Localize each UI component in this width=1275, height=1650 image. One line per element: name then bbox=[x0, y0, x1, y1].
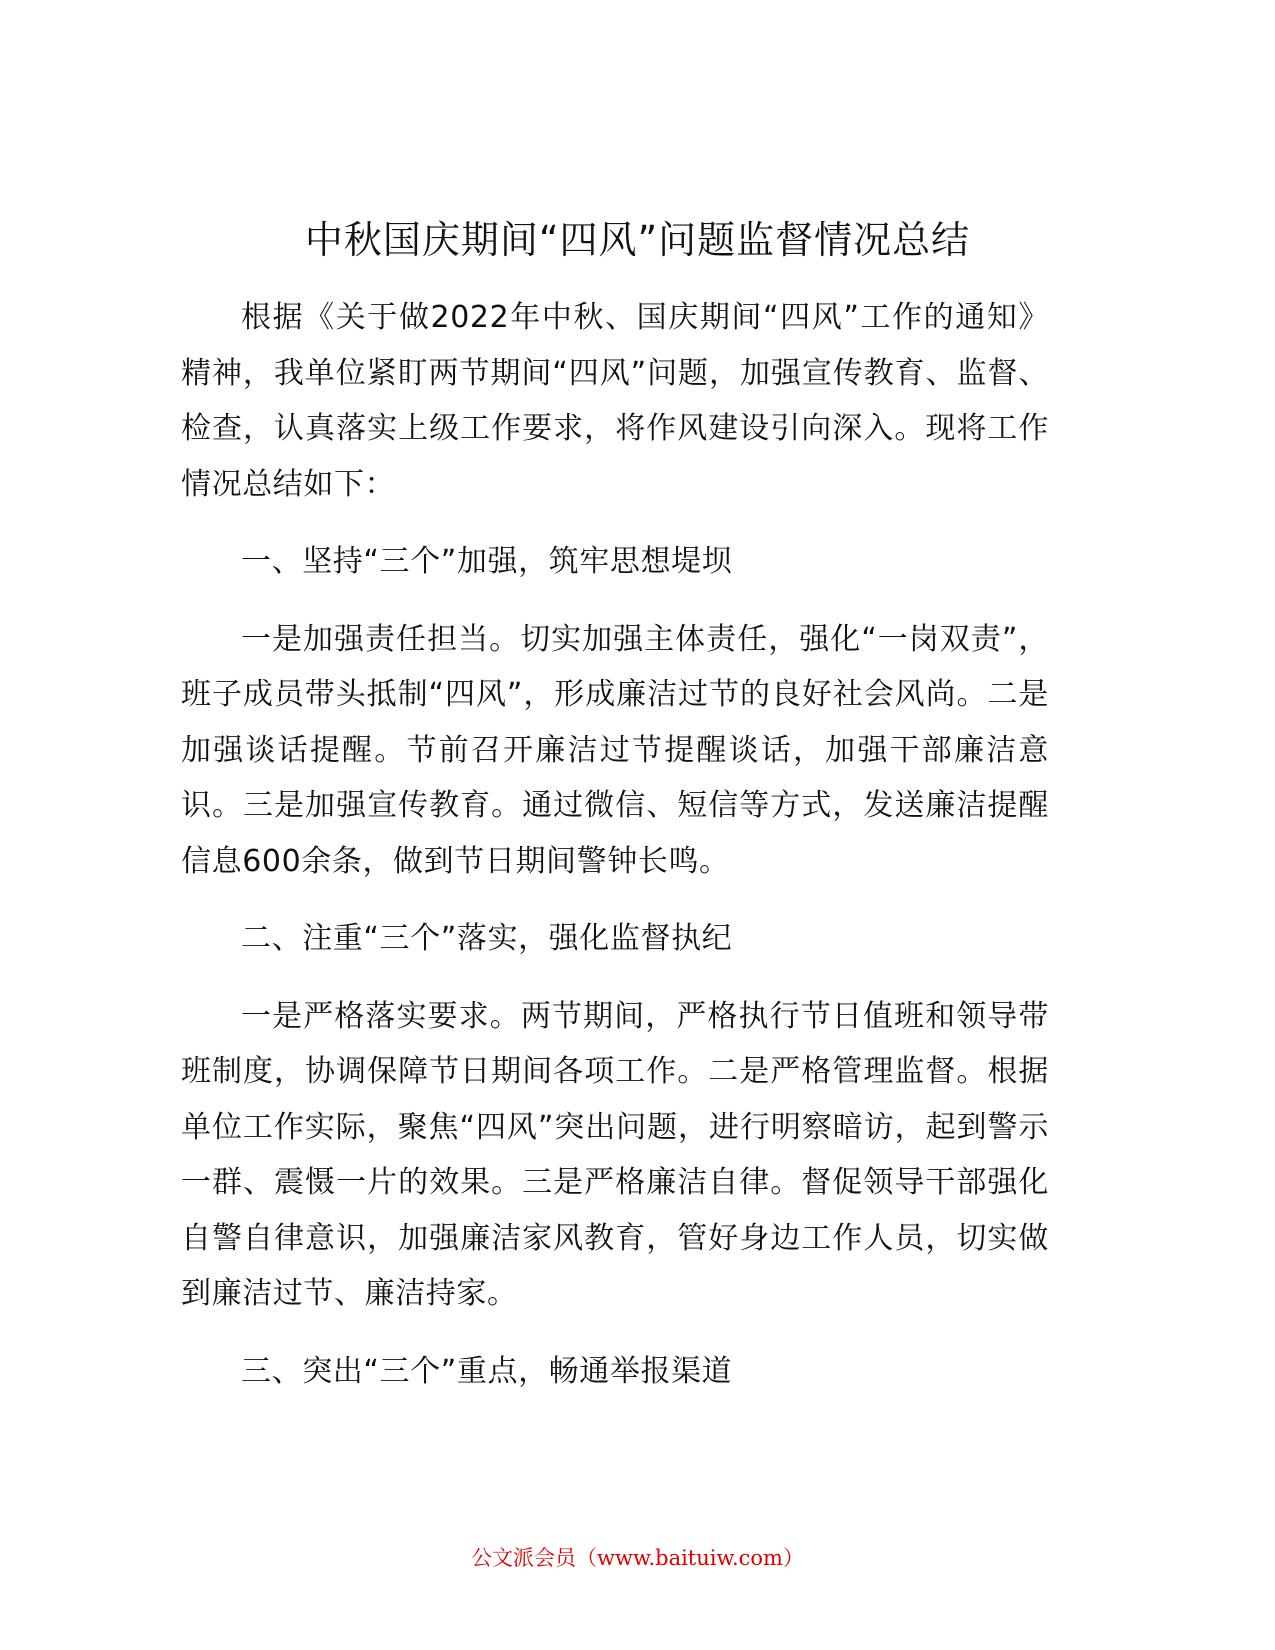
document-title: 中秋国庆期间“四风”问题监督情况总结 bbox=[304, 218, 971, 262]
intro-paragraph: 根据《关于做2022年中秋、国庆期间“四风”工作的通知》精神，我单位紧盯两节期间“四风”问题，加强宣传教育、监督、检查，认真落实上级工作要求，将作风建设引向深入。现将工作情况总结如下： bbox=[181, 300, 1049, 502]
section-heading-3: 三、突出“三个”重点，畅通举报渠道 bbox=[241, 1353, 733, 1389]
footer-watermark-link[interactable]: 公文派会员（www.baituiw.com） bbox=[471, 1546, 804, 1570]
section-2-paragraph: 一是严格落实要求。两节期间，严格执行节日值班和领导带班制度，协调保障节日期间各项工作。二是严格管理监督。根据单位工作实际，聚焦“四风”突出问题，进行明察暗访，起到警示一群、震慑一片的效果。三是严格廉洁自律。督促领导干部强化自警自律意识，加强廉洁家风教育，管好身边工作人员，切实做到廉洁过节、廉洁持家。 bbox=[181, 998, 1049, 1311]
section-1-paragraph: 一是加强责任担当。切实加强主体责任，强化“一岗双责”，班子成员带头抵制“四风”，形成廉洁过节的良好社会风尚。二是加强谈话提醒。节前召开廉洁过节提醒谈话，加强干部廉洁意识。三是加强宣传教育。通过微信、短信等方式，发送廉洁提醒信息600余条，做到节日期间警钟长鸣。 bbox=[181, 621, 1049, 879]
section-heading-1: 一、坚持“三个”加强，筑牢思想堤坝 bbox=[241, 544, 733, 579]
document-body bbox=[181, 290, 1049, 1421]
section-heading-2: 二、注重“三个”落实，强化监督执纪 bbox=[241, 921, 733, 956]
